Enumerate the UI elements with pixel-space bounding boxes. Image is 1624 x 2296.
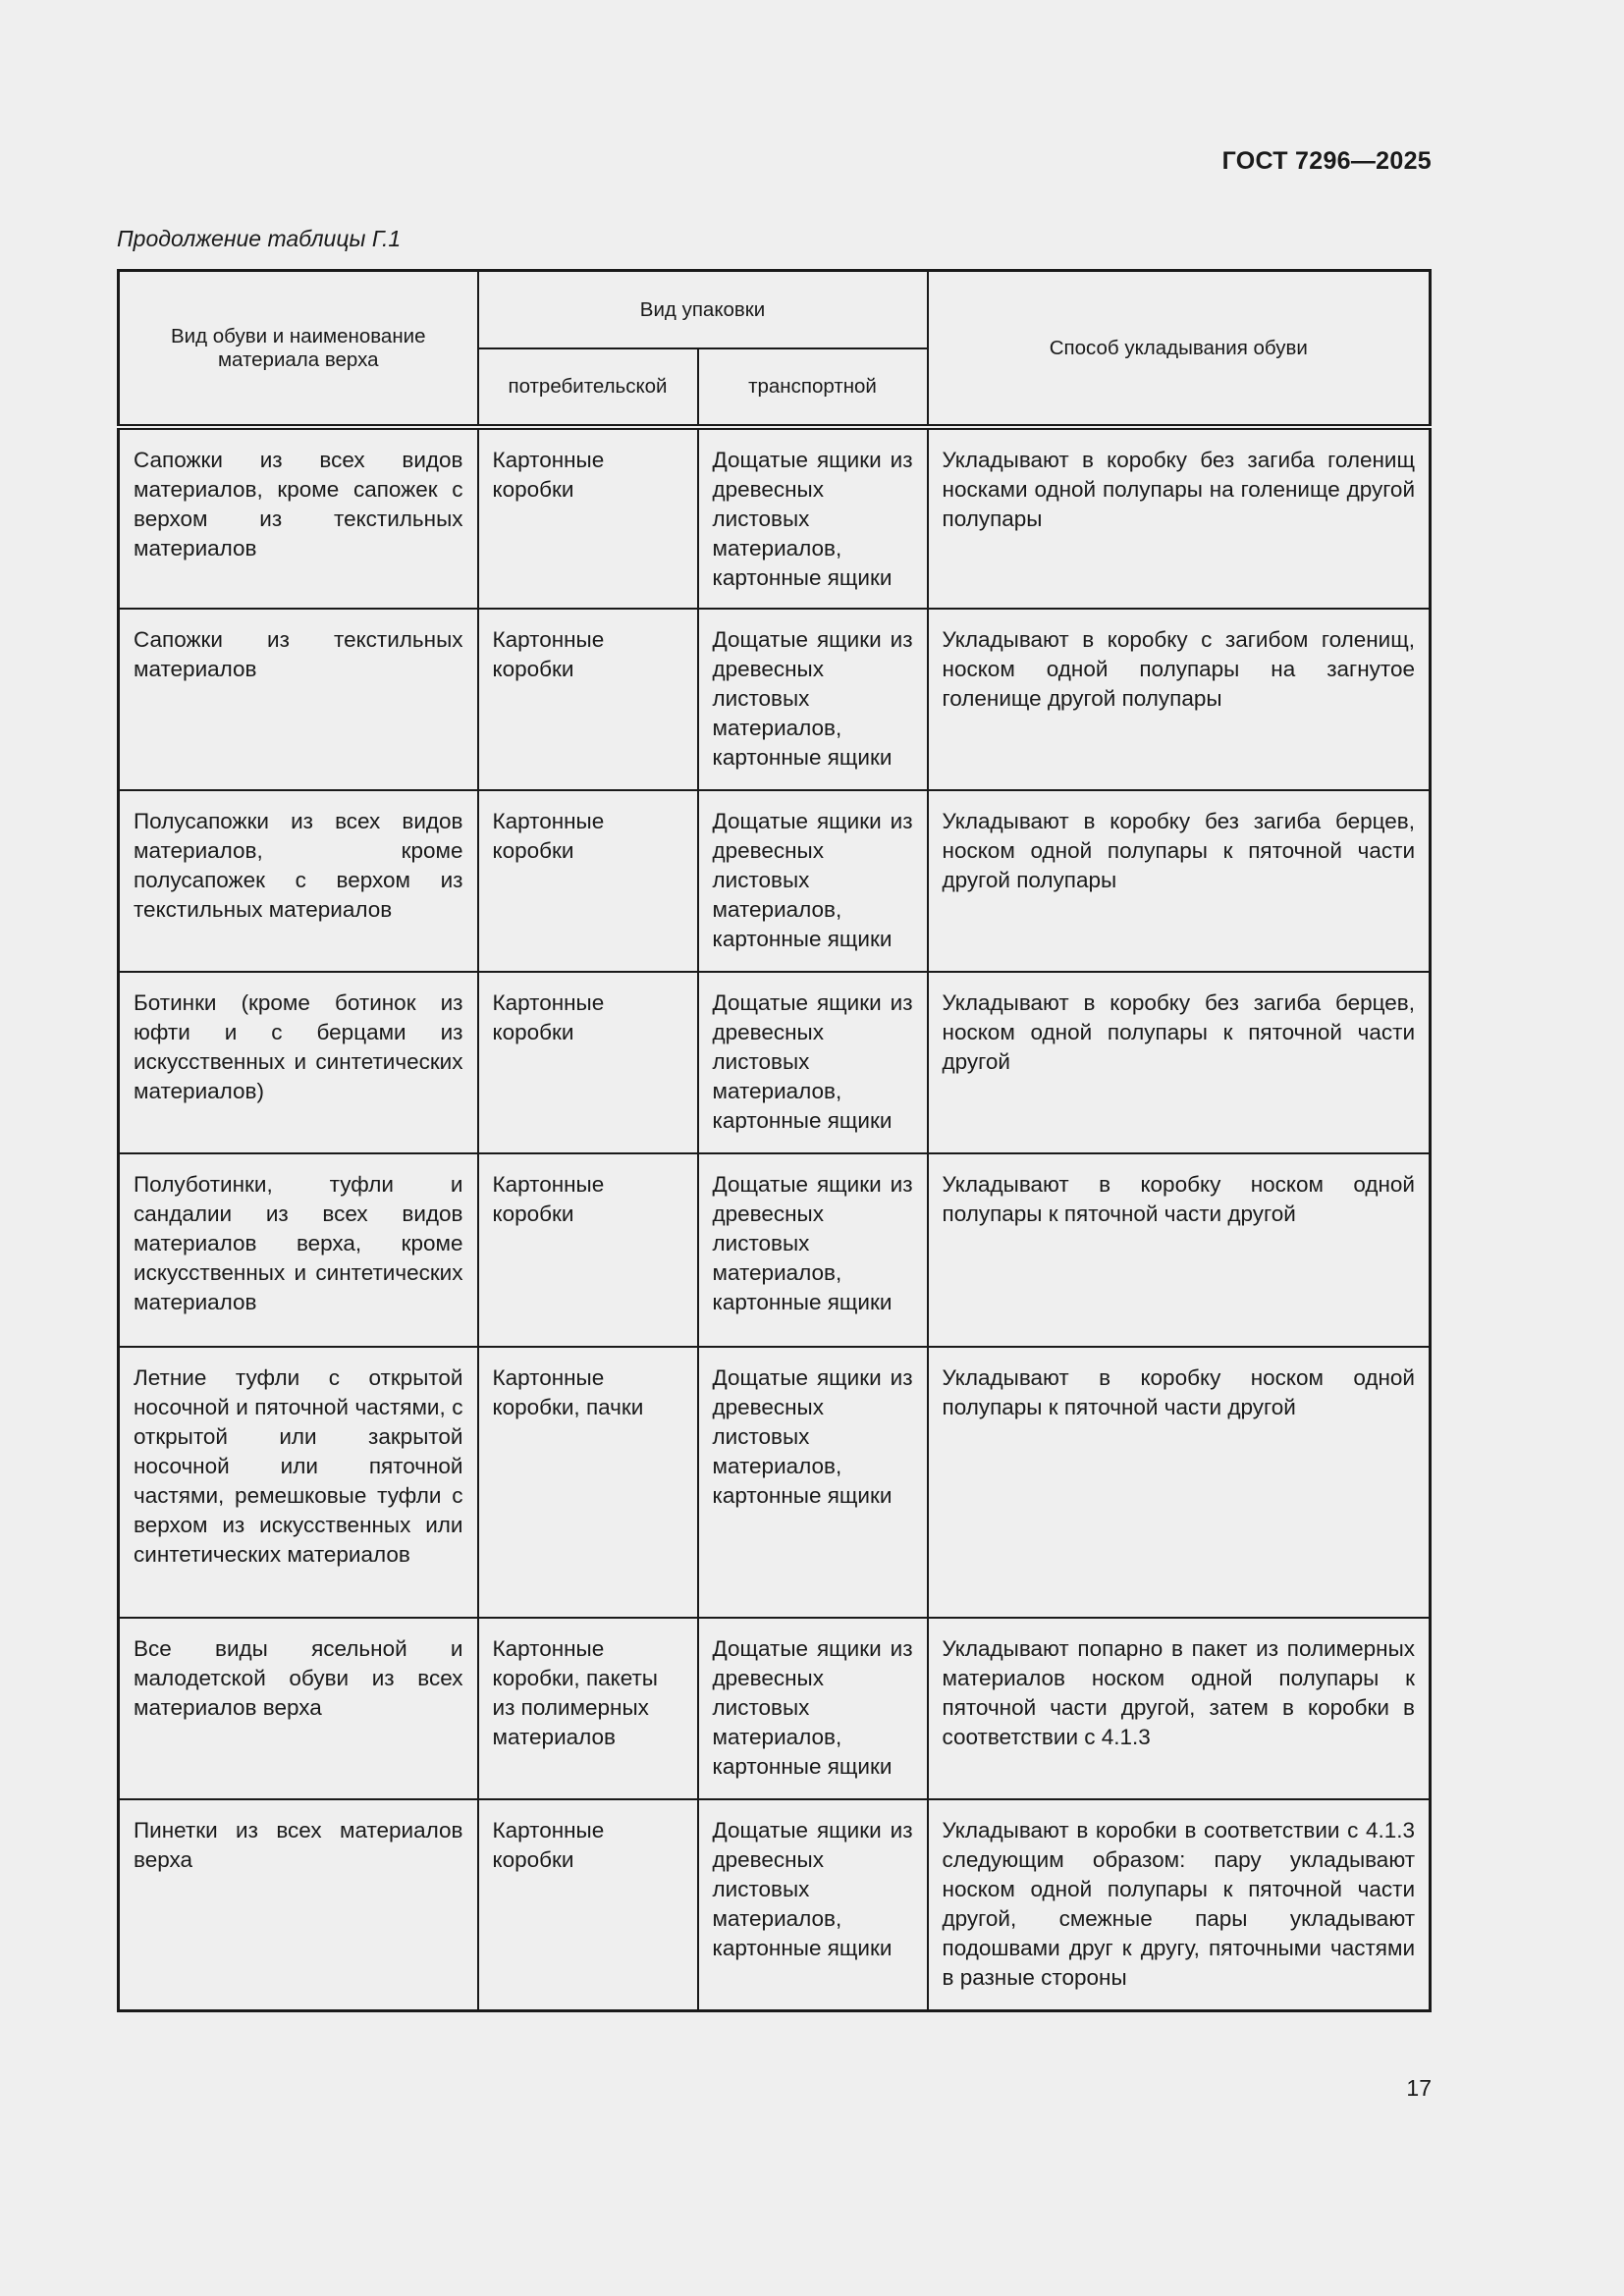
table-header-row — [119, 271, 1431, 349]
cell-transport: Дощатые ящики из древесных листовых материалов, картонные ящики — [698, 1799, 928, 2010]
header-transport: транспортной — [698, 348, 928, 427]
header-kind-label: Вид обуви и наименование материала верха — [170, 324, 426, 371]
packaging-table — [117, 269, 1432, 2012]
cell-kind: Полуботинки, туфли и сандалии из всех видов материалов верха, кроме искусственных и синтетических материалов — [119, 1153, 478, 1347]
cell-transport: Дощатые ящики из древесных листовых материалов, картонные ящики — [698, 1347, 928, 1618]
cell-transport: Дощатые ящики из древесных листовых материалов, картонные ящики — [698, 1153, 928, 1347]
cell-consumer: Картонные коробки, пакеты из полимерных материалов — [478, 1618, 698, 1799]
table-row — [119, 1153, 1431, 1347]
cell-kind: Пинетки из всех материалов верха — [119, 1799, 478, 2010]
cell-kind: Сапожки из всех видов материалов, кроме сапожек с верхом из текстильных материалов — [119, 427, 478, 609]
cell-consumer: Картонные коробки — [478, 427, 698, 609]
cell-method: Укладывают в коробку с загибом голенищ, носком одной полупары на загнутое голенище другой полупары — [928, 609, 1431, 790]
cell-transport: Дощатые ящики из древесных листовых материалов, картонные ящики — [698, 972, 928, 1153]
cell-kind: Полусапожки из всех видов материалов, кроме полусапожек с верхом из текстильных материалов — [119, 790, 478, 972]
header-method: Способ укладывания обуви — [928, 271, 1431, 428]
cell-method: Укладывают в коробку без загиба берцев, носком одной полупары к пяточной части другой полупары — [928, 790, 1431, 972]
cell-consumer: Картонные коробки — [478, 1799, 698, 2010]
cell-method: Укладывают в коробку без загиба голенищ носками одной полупары на голенище другой полупары — [928, 427, 1431, 609]
table-row — [119, 1618, 1431, 1799]
cell-consumer: Картонные коробки — [478, 1153, 698, 1347]
cell-kind: Сапожки из текстильных материалов — [119, 609, 478, 790]
cell-kind: Летние туфли с открытой носочной и пяточной частями, с открытой или закрытой носочной или пяточной частями, ремешковые туфли с верхом из искусственных или синтетических материалов — [119, 1347, 478, 1618]
cell-transport: Дощатые ящики из древесных листовых материалов, картонные ящики — [698, 427, 928, 609]
table-row — [119, 609, 1431, 790]
cell-kind: Ботинки (кроме ботинок из юфти и с берцами из искусственных и синтетических материалов) — [119, 972, 478, 1153]
cell-transport: Дощатые ящики из древесных листовых материалов, картонные ящики — [698, 609, 928, 790]
document-code: ГОСТ 7296—2025 — [1221, 147, 1432, 175]
cell-method: Укладывают в коробки в соответствии с 4.1.3 следующим образом: пару укладывают носком одной полупары к пяточной части другой, смежные пары укладывают подошвами друг к другу, пяточными частями в разные стороны — [928, 1799, 1431, 2010]
cell-consumer: Картонные коробки — [478, 790, 698, 972]
table-row — [119, 972, 1431, 1153]
cell-transport: Дощатые ящики из древесных листовых материалов, картонные ящики — [698, 1618, 928, 1799]
table-caption: Продолжение таблицы Г.1 — [117, 226, 402, 251]
table-row — [119, 1347, 1431, 1618]
cell-method: Укладывают в коробку без загиба берцев, носком одной полупары к пяточной части другой — [928, 972, 1431, 1153]
cell-method: Укладывают в коробку носком одной полупары к пяточной части другой — [928, 1347, 1431, 1618]
header-consumer: потребительской — [478, 348, 698, 427]
cell-method: Укладывают в коробку носком одной полупары к пяточной части другой — [928, 1153, 1431, 1347]
cell-transport: Дощатые ящики из древесных листовых материалов, картонные ящики — [698, 790, 928, 972]
cell-consumer: Картонные коробки, пачки — [478, 1347, 698, 1618]
table-row — [119, 1799, 1431, 2010]
header-packaging-group: Вид упаковки — [478, 271, 928, 349]
table-row — [119, 427, 1431, 609]
cell-consumer: Картонные коробки — [478, 972, 698, 1153]
cell-kind: Все виды ясельной и малодетской обуви из всех материалов верха — [119, 1618, 478, 1799]
cell-method: Укладывают попарно в пакет из полимерных материалов носком одной полупары к пяточной части другой, затем в коробки в соответствии с 4.1.3 — [928, 1618, 1431, 1799]
header-kind — [119, 271, 478, 428]
cell-consumer: Картонные коробки — [478, 609, 698, 790]
page-number: 17 — [1406, 2075, 1432, 2101]
table-row — [119, 790, 1431, 972]
